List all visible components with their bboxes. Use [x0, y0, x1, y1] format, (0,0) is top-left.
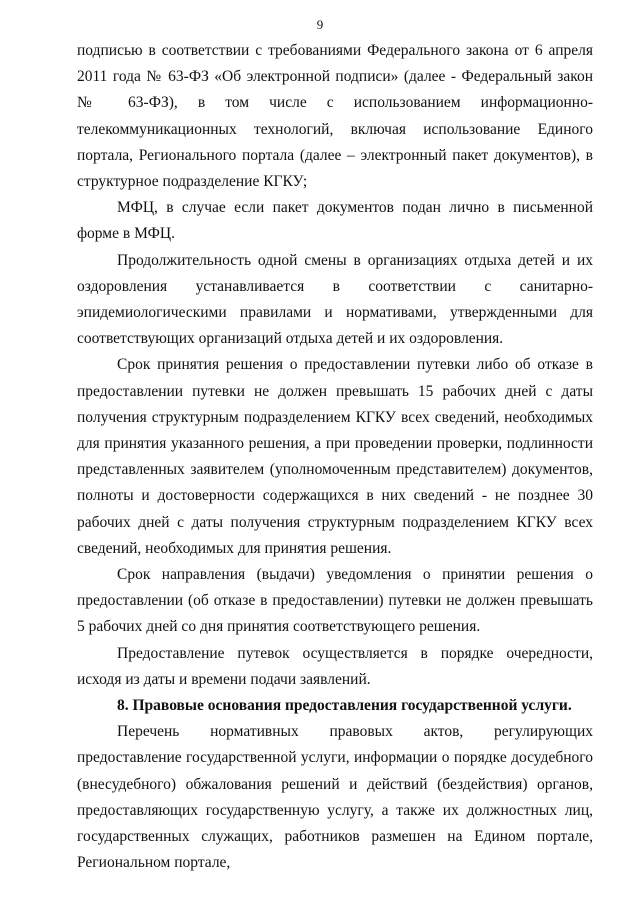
paragraph-legal-acts: Перечень нормативных правовых актов, регулирующих предоставление государственной услуги, информации о порядке досудебного (внесудебного) обжалования решений и действий (бездействия) органов, предоставляющих государственную услугу, а также их должностных лиц, государственных служащих, работников размешен на Едином портале, Региональном портале, — [77, 723, 593, 872]
paragraph-decision-deadline: Срок принятия решения о предоставлении путевки либо об отказе в предоставлении путевки не должен превышать 15 рабочих дней с даты получения структурным подразделением КГКУ всех сведений, необходимых для принятия указанного решения, а при проведении проверки, подлинности представленных заявителем (уполномоченным представителем) документов, полноты и достоверности содержащихся в них сведений - не позднее 30 рабочих дней с даты получения структурным подразделением КГКУ всех сведений, необходимых для принятия решения. — [77, 356, 593, 557]
paragraph-continued-signature: подписью в соответствии с требованиями Федерального закона от 6 апреля 2011 года № 63-ФЗ «Об электронной подписи» (далее - Федеральный закон № 63-ФЗ), в том числе с использованием информационно-телекоммуникационных технологий, включая использование Единого портала, Регионального портала (далее – электронный пакет документов), в структурное подразделение КГКУ; — [77, 42, 593, 191]
page-number: 9 — [316, 17, 324, 32]
paragraph-queue-order: Предоставление путевок осуществляется в порядке очередности, исходя из даты и времени подачи заявлений. — [77, 644, 593, 688]
paragraph-notification-deadline: Срок направления (выдачи) уведомления о принятии решения о предоставлении (об отказе в предоставлении) путевки не должен превышать 5 рабочих дней со дня принятия соответствующего решения. — [77, 566, 593, 636]
paragraph-mfc: МФЦ, в случае если пакет документов подан лично в письменной форме в МФЦ. — [77, 199, 593, 243]
paragraph-shift-duration: Продолжительность одной смены в организациях отдыха детей и их оздоровления устанавливается в соответствии с санитарно-эпидемиологическими правилами и нормативами, утвержденными для соответствующих организаций отдыха детей и их оздоровления. — [77, 251, 593, 348]
document-body — [77, 38, 593, 877]
section-heading: 8. Правовые основания предоставления государственной услуги. — [117, 697, 572, 715]
